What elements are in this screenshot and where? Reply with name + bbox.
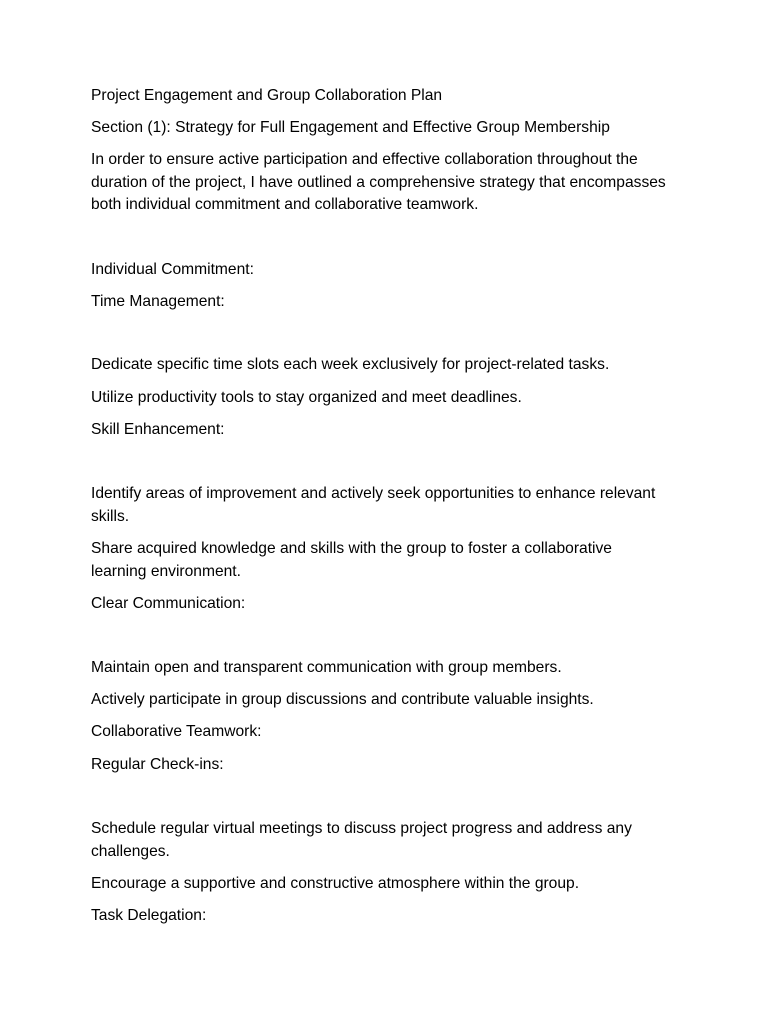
regular-checkins-item: Encourage a supportive and constructive atmosphere within the group. bbox=[91, 875, 580, 892]
skill-enhancement-item: Identify areas of improvement and actively seek opportunities to enhance relevant skills. bbox=[91, 485, 656, 525]
section-heading: Section (1): Strategy for Full Engagement and Effective Group Membership bbox=[91, 119, 610, 136]
collaborative-teamwork-heading: Collaborative Teamwork: bbox=[91, 723, 262, 740]
individual-commitment-heading: Individual Commitment: bbox=[91, 261, 254, 278]
document-title: Project Engagement and Group Collaboration Plan bbox=[91, 87, 443, 104]
clear-communication-item: Actively participate in group discussions and contribute valuable insights. bbox=[91, 691, 594, 708]
skill-enhancement-item: Share acquired knowledge and skills with the group to foster a collaborative learning environment. bbox=[91, 540, 612, 580]
clear-communication-item: Maintain open and transparent communication with group members. bbox=[91, 659, 562, 676]
clear-communication-heading: Clear Communication: bbox=[91, 595, 246, 612]
skill-enhancement-heading: Skill Enhancement: bbox=[91, 421, 225, 438]
regular-checkins-heading: Regular Check-ins: bbox=[91, 756, 224, 773]
time-management-heading: Time Management: bbox=[91, 293, 225, 310]
time-management-item: Dedicate specific time slots each week exclusively for project-related tasks. bbox=[91, 356, 610, 373]
regular-checkins-item: Schedule regular virtual meetings to discuss project progress and address any challenges. bbox=[91, 820, 632, 860]
intro-paragraph: In order to ensure active participation and effective collaboration throughout the duration of the project, I have outlined a comprehensive strategy that encompasses both individual commitment and collaborative teamwork. bbox=[91, 151, 666, 213]
task-delegation-heading: Task Delegation: bbox=[91, 907, 207, 924]
time-management-item: Utilize productivity tools to stay organized and meet deadlines. bbox=[91, 389, 522, 406]
